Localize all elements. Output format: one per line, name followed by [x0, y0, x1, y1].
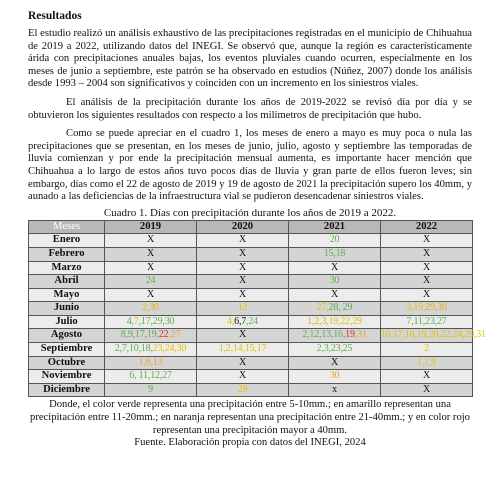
- rain-days-cell-2021: [289, 261, 381, 275]
- month-cell: Marzo: [29, 261, 105, 275]
- rain-days-cell-2020: [197, 275, 289, 289]
- rain-days-cell-2021: [289, 329, 381, 343]
- month-cell: Septiembre: [29, 343, 105, 357]
- month-cell: Julio: [29, 315, 105, 329]
- rain-days-cell-2021: [289, 302, 381, 316]
- rain-days-value: X: [238, 370, 247, 382]
- rain-days-cell-2022: [381, 302, 473, 316]
- table-row: [29, 247, 473, 261]
- table-row: [29, 315, 473, 329]
- table-row: [29, 275, 473, 289]
- rain-days-value: 1,7,9: [416, 356, 436, 368]
- rain-days-value: 10,17,18,19,20,22,24,29,31: [381, 329, 486, 341]
- rain-days-value: 8,9,17,19,: [120, 329, 159, 341]
- rain-days-value: 9: [148, 383, 153, 395]
- rain-days-cell-2021: [289, 343, 381, 357]
- rain-days-value: 6,7: [234, 315, 247, 327]
- rain-days-value: X: [422, 275, 431, 287]
- rain-days-value: 2,7,10,18,: [114, 343, 153, 355]
- table-header-row: [29, 220, 473, 234]
- rain-days-value: x: [332, 383, 337, 395]
- rain-days-value: 7,11,23,27: [406, 315, 447, 327]
- rain-days-cell-2019: [105, 383, 197, 397]
- rain-days-value: ,24: [246, 315, 258, 327]
- header-2022: 2022: [381, 220, 473, 234]
- rain-days-value: 19: [345, 329, 355, 341]
- paragraph-1: El estudio realizó un análisis exhaustivo de las precipitaciones registradas en el municipio de Chihuahua de 2019 a 2022, utilizando datos del INEGI. Se observó que, aunque la región es característicamente árida con precipitaciones anuales bajas, los eventos pluviales cuando ocurren, especialmente en los meses de junio a septiembre, este patrón se ha observado en estudios (Núñez, 2007) donde los análisis desde 1993 – 2004 son significativos y coinciden con un incremento en los siniestros viales.: [28, 28, 472, 90]
- rain-days-cell-2021: [289, 275, 381, 289]
- rain-days-value: 12: [237, 302, 248, 314]
- paragraph-3: Como se puede apreciar en el cuadro 1, los meses de enero a mayo es muy poca o nula las precipitaciones que se presentan, en los meses de junio, julio, agosto y septiembre las temporadas de lluvia comienzan y por ende la precipitación mensual aumenta, es importante hacer mención que Chihuahua a lo largo de estos años tuvo pocos días de lluvia y gran parte de ellos fueron leves; sin embargo, días como el 22 de agosto de 2019 y 19 de agosto de 2021 la precipitación supero los 40mm, y aunado a las deficiencias de la infraestructura vial se pudieron desencadenar siniestros viales.: [28, 128, 472, 203]
- table-row: [29, 288, 473, 302]
- rain-days-cell-2020: [197, 370, 289, 384]
- color-legend-note: Donde, el color verde representa una precipitación entre 5-10mm.; en amarillo representan una precipitación entre 11-20mm.; en naranja representan una precipitación entre 21-40mm.; y en color rojo representan una precipitación mayor a 40mm.: [30, 399, 470, 436]
- rain-days-value: X: [330, 288, 339, 300]
- rain-days-cell-2021: [289, 234, 381, 248]
- rain-days-value: X: [238, 234, 247, 246]
- month-cell: Mayo: [29, 288, 105, 302]
- header-meses: Meses: [29, 220, 105, 234]
- rain-days-cell-2022: [381, 261, 473, 275]
- header-2020: 2020: [197, 220, 289, 234]
- rain-days-value: X: [238, 329, 247, 341]
- rain-days-value: X: [238, 247, 247, 259]
- rain-days-cell-2020: [197, 329, 289, 343]
- rain-days-cell-2019: [105, 302, 197, 316]
- rain-days-cell-2022: [381, 234, 473, 248]
- rain-days-value: 6, 11,12,27: [129, 370, 172, 382]
- rain-days-value: 29,30: [425, 302, 447, 314]
- month-cell: Octubre: [29, 356, 105, 370]
- rain-days-cell-2021: [289, 288, 381, 302]
- rain-days-value: 28, 29: [328, 302, 353, 314]
- rain-days-value: 29: [237, 383, 248, 395]
- rain-days-cell-2019: [105, 329, 197, 343]
- rain-days-value: X: [238, 288, 247, 300]
- rain-days-value: X: [146, 288, 155, 300]
- rain-days-cell-2022: [381, 356, 473, 370]
- rain-days-cell-2022: [381, 329, 486, 343]
- rain-days-cell-2022: [381, 247, 473, 261]
- paragraph-2: El análisis de la precipitación durante los años de 2019-2022 se revisó día por día y se obtuvieron los siguientes resultados con respecto a los milímetros de precipitación que hubo.: [28, 96, 472, 121]
- section-heading: Resultados: [28, 10, 82, 22]
- rain-days-value: 1,6,13: [138, 356, 163, 368]
- rain-days-value: 2: [424, 343, 429, 355]
- rain-days-cell-2020: [197, 247, 289, 261]
- table-caption: Cuadro 1. Días con precipitación durante los años de 2019 a 2022.: [103, 206, 397, 219]
- rain-days-cell-2019: [105, 370, 197, 384]
- rain-days-value: 2,3,23,25: [316, 343, 353, 355]
- rain-days-value: 30: [329, 370, 340, 382]
- table-row: [29, 234, 473, 248]
- header-2021: 2021: [289, 220, 381, 234]
- rain-days-cell-2020: [197, 302, 289, 316]
- rain-days-cell-2020: [197, 315, 289, 329]
- rain-days-cell-2021: [289, 370, 381, 384]
- rain-days-value: 15,18: [323, 247, 346, 259]
- precipitation-table: [28, 220, 486, 398]
- rain-days-cell-2019: [105, 247, 197, 261]
- rain-days-cell-2020: [197, 383, 289, 397]
- rain-days-cell-2022: [381, 275, 473, 289]
- rain-days-value: X: [146, 234, 155, 246]
- rain-days-cell-2020: [197, 261, 289, 275]
- rain-days-cell-2019: [105, 288, 197, 302]
- rain-days-value: X: [330, 261, 339, 273]
- month-cell: Junio: [29, 302, 105, 316]
- rain-days-value: 1,2,3,: [307, 315, 329, 327]
- rain-days-cell-2022: [381, 315, 473, 329]
- table-row: [29, 370, 473, 384]
- rain-days-cell-2020: [197, 356, 289, 370]
- rain-days-cell-2019: [105, 275, 197, 289]
- rain-days-value: ,27: [168, 329, 181, 341]
- table-row: [29, 383, 473, 397]
- rain-days-value: X: [146, 247, 155, 259]
- rain-days-cell-2019: [105, 356, 197, 370]
- table-row: [29, 356, 473, 370]
- rain-days-cell-2021: [289, 383, 381, 397]
- rain-days-cell-2019: [105, 343, 197, 357]
- rain-days-value: X: [238, 275, 247, 287]
- rain-days-value: 27,: [316, 302, 329, 314]
- rain-days-value: X: [422, 234, 431, 246]
- rain-days-value: 20: [329, 234, 340, 246]
- rain-days-value: 24: [145, 275, 156, 287]
- rain-days-cell-2021: [289, 356, 381, 370]
- rain-days-value: X: [238, 356, 247, 368]
- rain-days-cell-2022: [381, 370, 473, 384]
- table-row: [29, 261, 473, 275]
- month-cell: Noviembre: [29, 370, 105, 384]
- rain-days-cell-2020: [197, 343, 289, 357]
- rain-days-cell-2019: [105, 234, 197, 248]
- rain-days-value: 19,: [413, 302, 426, 314]
- rain-days-value: 2,: [142, 302, 150, 314]
- rain-days-cell-2021: [289, 315, 381, 329]
- rain-days-value: 7: [133, 315, 139, 327]
- rain-days-value: X: [422, 247, 431, 259]
- rain-days-value: 30: [329, 275, 340, 287]
- rain-days-value: 4,: [227, 315, 235, 327]
- rain-days-cell-2019: [105, 315, 197, 329]
- rain-days-value: 22: [158, 329, 169, 341]
- month-cell: Febrero: [29, 247, 105, 261]
- month-cell: Agosto: [29, 329, 105, 343]
- rain-days-value: X: [422, 383, 431, 395]
- table-row: [29, 329, 473, 343]
- rain-days-cell-2022: [381, 383, 473, 397]
- rain-days-value: 30: [149, 302, 159, 314]
- month-cell: Enero: [29, 234, 105, 248]
- rain-days-value: 2,12,13,16,: [302, 329, 346, 341]
- header-2019: 2019: [105, 220, 197, 234]
- rain-days-cell-2020: [197, 288, 289, 302]
- rain-days-value: X: [422, 261, 431, 273]
- rain-days-value: ,31: [354, 329, 367, 341]
- rain-days-cell-2022: [381, 288, 473, 302]
- source-note: Fuente. Elaboración propia con datos del INEGI, 2024: [134, 437, 366, 449]
- rain-days-value: 23,24,30: [152, 343, 187, 355]
- month-cell: Abril: [29, 275, 105, 289]
- rain-days-value: X: [146, 261, 155, 273]
- rain-days-value: X: [422, 288, 431, 300]
- rain-days-cell-2021: [289, 247, 381, 261]
- table-body: [29, 234, 486, 397]
- rain-days-value: X: [330, 356, 339, 368]
- rain-days-value: X: [238, 261, 247, 273]
- rain-days-value: 3,: [406, 302, 414, 314]
- rain-days-cell-2019: [105, 261, 197, 275]
- table-row: [29, 302, 473, 316]
- rain-days-cell-2020: [197, 234, 289, 248]
- table-row: [29, 343, 473, 357]
- month-cell: Diciembre: [29, 383, 105, 397]
- rain-days-value: ,17,29,30: [138, 315, 175, 327]
- rain-days-value: 19,22,29: [328, 315, 362, 327]
- rain-days-value: 4,: [126, 315, 134, 327]
- rain-days-value: 1,2,14,15,17: [218, 343, 267, 355]
- rain-days-cell-2022: [381, 343, 473, 357]
- rain-days-value: X: [422, 370, 431, 382]
